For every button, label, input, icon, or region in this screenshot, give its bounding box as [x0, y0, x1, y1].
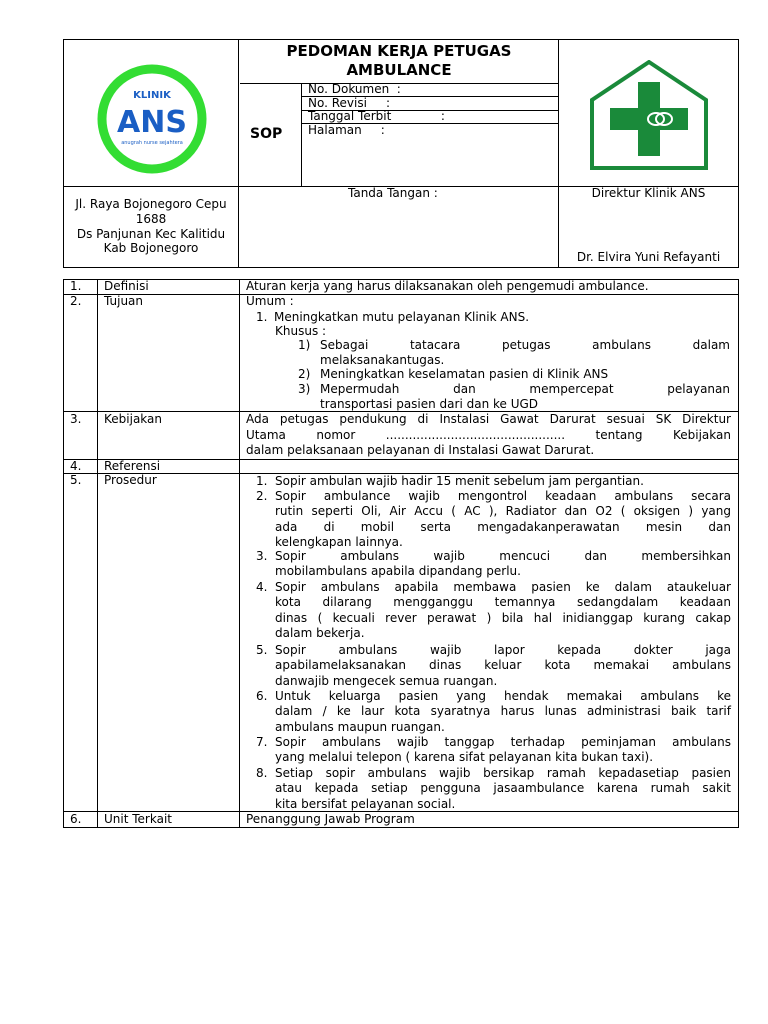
list-number: 4. — [256, 580, 268, 594]
khusus-item-line: Sebagai tatacara petugas ambulans dalam — [320, 338, 730, 352]
svg-text:anugrah nurse sejahtera: anugrah nurse sejahtera — [121, 140, 183, 146]
svg-text:KLINIK: KLINIK — [133, 90, 171, 101]
prosedur-line: Sopir ambulans wajib lapor kepada dokter jaga — [275, 643, 731, 657]
row-number: 2. — [70, 294, 82, 308]
definisi-text: Aturan kerja yang harus dilaksanakan oleh pengemudi ambulance. — [246, 279, 649, 293]
list-number: 1. — [256, 310, 268, 324]
row-number: 5. — [70, 473, 82, 487]
prosedur-line: kelengkapan lainnya. — [275, 534, 403, 549]
prosedur-line: ada di mobil serta mengadakanperawatan mesin dan — [275, 519, 731, 534]
kebijakan-line: dalam pelaksanaan pelayanan di Instalasi Gawat Darurat. — [246, 443, 595, 457]
signature-label: Tanda Tangan : — [348, 186, 438, 200]
prosedur-line: Sopir ambulance wajib mengontrol keadaan ambulans secara — [275, 489, 731, 503]
prosedur-line: danwajib mengecek semua ruangan. — [275, 673, 498, 688]
prosedur-line: Sopir ambulan wajib hadir 15 menit sebelum jam pergantian. — [275, 474, 644, 488]
row-label-prosedur: Prosedur — [104, 473, 157, 487]
address-line: Kab Bojonegoro — [103, 241, 199, 255]
prosedur-line: yang melalui telepon ( karena sifat pelayanan kita bukan taxi). — [275, 750, 654, 765]
prosedur-line: apabilamelaksanakan dinas keluar kota memakai ambulans — [275, 658, 731, 673]
prosedur-line: Sopir ambulans wajib mencuci dan membersihkan — [275, 549, 731, 563]
prosedur-line: kita bersifat pelayanan social. — [275, 796, 456, 811]
row-label-definisi: Definisi — [104, 279, 149, 293]
khusus-item-line: melaksanakantugas. — [320, 353, 445, 367]
director-name: Dr. Elvira Yuni Refayanti — [576, 250, 721, 264]
prosedur-line: atau kepada setiap pengguna jasaambulance karena rumah sakit — [275, 781, 731, 796]
list-number: 3) — [298, 382, 311, 396]
kebijakan-line: Utama nomor ............................................... tentang Kebijakan — [246, 428, 731, 442]
director-label: Direktur Klinik ANS — [591, 186, 706, 200]
prosedur-line: Sopir ambulans wajib tanggap terhadap peminjaman ambulans — [275, 735, 731, 749]
prosedur-line: kota dilarang mengganggu temannya sedangdalam keadaan — [275, 595, 731, 610]
list-number: 7. — [256, 735, 268, 749]
prosedur-line: Sopir ambulans apabila membawa pasien ke dalam ataukeluar — [275, 580, 731, 594]
row-label-tujuan: Tujuan — [104, 294, 144, 308]
clinic-logo — [95, 62, 209, 176]
tujuan-umum-label: Umum : — [246, 294, 294, 308]
row-label-kebijakan: Kebijakan — [104, 412, 162, 426]
prosedur-line: Setiap sopir ambulans wajib bersikap ramah kepadasetiap pasien — [275, 766, 731, 780]
list-number: 5. — [256, 643, 268, 657]
prosedur-line: rutin seperti Oli, Air Accu ( AC ), Radiator dan O2 ( oksigen ) yang — [275, 504, 731, 519]
list-number: 6. — [256, 689, 268, 703]
prosedur-line: ambulans maupun ruangan. — [275, 719, 445, 734]
row-number: 3. — [70, 412, 82, 426]
row-number: 1. — [70, 279, 82, 293]
row-label-unit-terkait: Unit Terkait — [104, 812, 172, 826]
health-emblem — [590, 60, 708, 170]
list-number: 8. — [256, 766, 268, 780]
doc-number-field: No. Dokumen : — [308, 82, 401, 96]
prosedur-line: dinas ( kecuali rever perawat ) bila hal inidianggap kurang cakap — [275, 610, 731, 625]
row-label-referensi: Referensi — [104, 459, 161, 473]
unit-terkait-text: Penanggung Jawab Program — [246, 812, 415, 826]
tujuan-umum-item: Meningkatkan mutu pelayanan Klinik ANS. — [274, 310, 530, 324]
row-number: 4. — [70, 459, 82, 473]
green-cross-icon — [590, 60, 708, 170]
document-title-line1: PEDOMAN KERJA PETUGAS — [286, 42, 512, 60]
khusus-item-line: transportasi pasien dari dan ke UGD — [320, 397, 539, 411]
sop-label: SOP — [250, 126, 283, 142]
prosedur-line: mobilambulans apabila dipandang perlu. — [275, 564, 521, 579]
document-title-line2: AMBULANCE — [346, 61, 452, 79]
address-line: Jl. Raya Bojonegoro Cepu — [75, 197, 227, 211]
revision-field: No. Revisi : — [308, 96, 391, 110]
issue-date-field: Tanggal Terbit : — [308, 109, 445, 123]
clinic-logo-emblem — [95, 62, 209, 176]
prosedur-line: Untuk keluarga pasien yang hendak memakai ambulans ke — [275, 689, 731, 703]
tujuan-khusus-label: Khusus : — [275, 324, 327, 338]
prosedur-line: dalam bekerja. — [275, 625, 365, 640]
list-number: 1. — [256, 474, 268, 488]
page-field: Halaman : — [308, 123, 385, 137]
prosedur-line: dalam / ke laur kota syaratnya harus lunas administrasi baik tarif — [275, 704, 731, 719]
address-line: 1688 — [135, 212, 167, 226]
kebijakan-line: Ada petugas pendukung di Instalasi Gawat Darurat sesuai SK Direktur — [246, 412, 731, 426]
list-number: 1) — [298, 338, 311, 352]
khusus-item-line: Meningkatkan keselamatan pasien di Klinik ANS — [320, 367, 609, 381]
list-number: 3. — [256, 549, 268, 563]
row-number: 6. — [70, 812, 82, 826]
svg-text:ANS: ANS — [117, 105, 187, 140]
list-number: 2. — [256, 489, 268, 503]
address-line: Ds Panjunan Kec Kalitidu — [76, 227, 226, 241]
list-number: 2) — [298, 367, 311, 381]
khusus-item-line: Mepermudah dan mempercepat pelayanan — [320, 382, 730, 396]
